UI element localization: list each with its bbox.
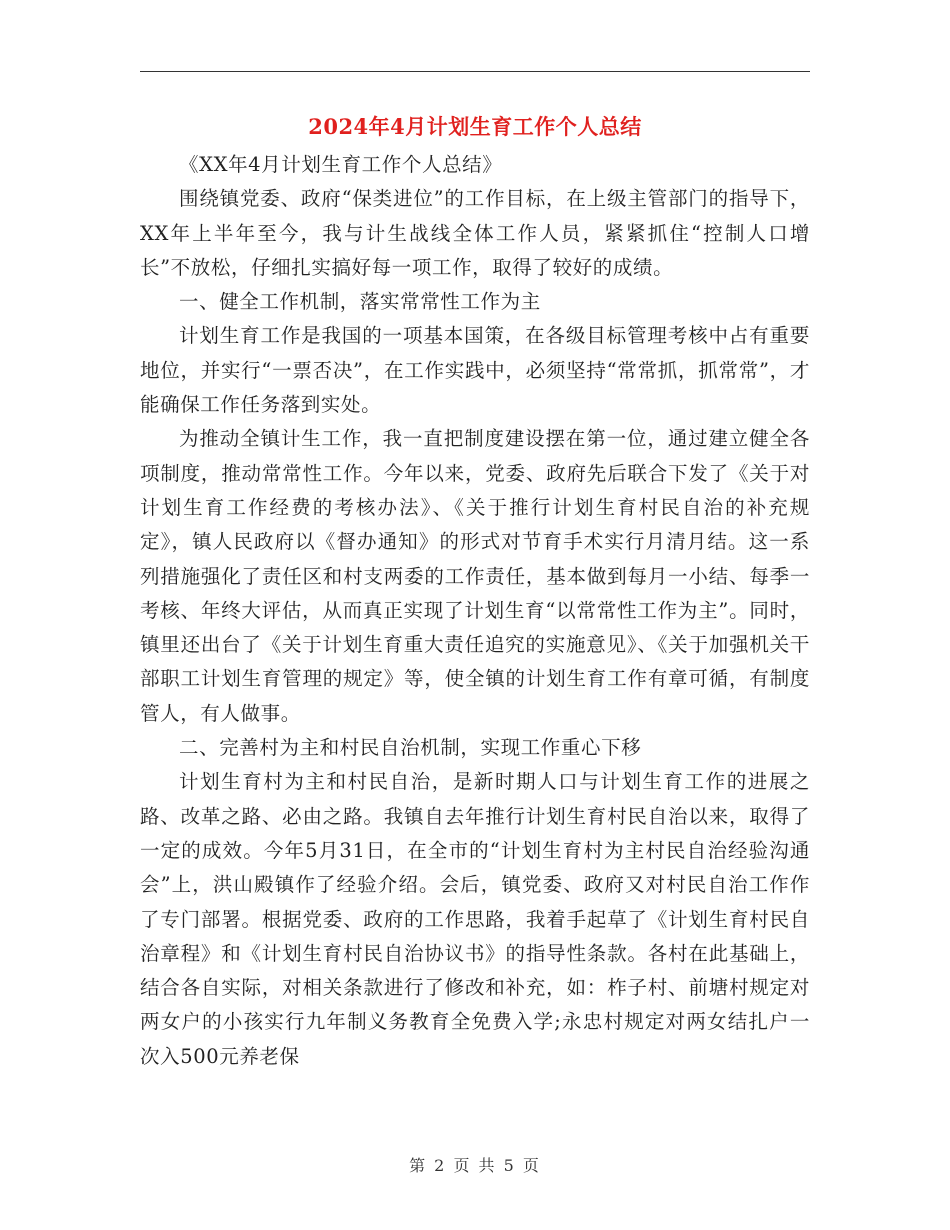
section-heading-1: 一、健全工作机制，落实常常性工作为主 — [179, 290, 541, 314]
body-paragraph: 计划生育村为主和村民自治，是新时期人口与计划生育工作的进展之路、改革之路、必由之路。我镇自去年推行计划生育村民自治以来，取得了一定的成效。今年5月31日，在全市的“计划生育村为主村民自治经验沟通会”上，洪山殿镇作了经验介绍。会后，镇党委、政府又对村民自治工作作了专门部署。根据党委、政府的工作思路，我着手起草了《计划生育村民自治章程》和《计划生育村民自治协议书》的指导性条款。各村在此基础上，结合各自实际，对相关条款进行了修改和补充，如：柞子村、前塘村规定对两女户的小孩实行九年制义务教育全免费入学;永忠村规定对两女结扎户一次入500元养老保 — [140, 770, 810, 1068]
subtitle-paragraph: 《XX年4月计划生育工作个人总结》 — [179, 153, 503, 176]
section-heading-2: 二、完善村为主和村民自治机制，实现工作重心下移 — [179, 736, 642, 760]
page-number: 第 2 页 共 5 页 — [409, 1156, 541, 1175]
document-title: 2024年4月计划生育工作个人总结 — [308, 114, 642, 139]
body-paragraph: 为推动全镇计生工作，我一直把制度建设摆在第一位，通过建立健全各项制度，推动常常性工作。今年以来，党委、政府先后联合下发了《关于对计划生育工作经费的考核办法》、《关于推行计划生育村民自治的补充规定》，镇人民政府以《督办通知》的形式对节育手术实行月清月结。这一系列措施强化了责任区和村支两委的工作责任，基本做到每月一小结、每季一考核、年终大评估，从而真正实现了计划生育“以常常性工作为主”。同时，镇里还出台了《关于计划生育重大责任追究的实施意见》、《关于加强机关干部职工计划生育管理的规定》等，使全镇的计划生育工作有章可循，有制度管人，有人做事。 — [140, 427, 810, 725]
intro-paragraph: 围绕镇党委、政府“保类进位”的工作目标，在上级主管部门的指导下，XX年上半年至今，我与计生战线全体工作人员，紧紧抓住“控制人口增长”不放松，仔细扎实搞好每一项工作，取得了较好的成绩。 — [140, 187, 810, 279]
header-rule — [140, 71, 810, 72]
document-body — [140, 148, 810, 1074]
body-paragraph: 计划生育工作是我国的一项基本国策，在各级目标管理考核中占有重要地位，并实行“一票否决”，在工作实践中，必须坚持“常常抓，抓常常”，才能确保工作任务落到实处。 — [140, 324, 810, 417]
